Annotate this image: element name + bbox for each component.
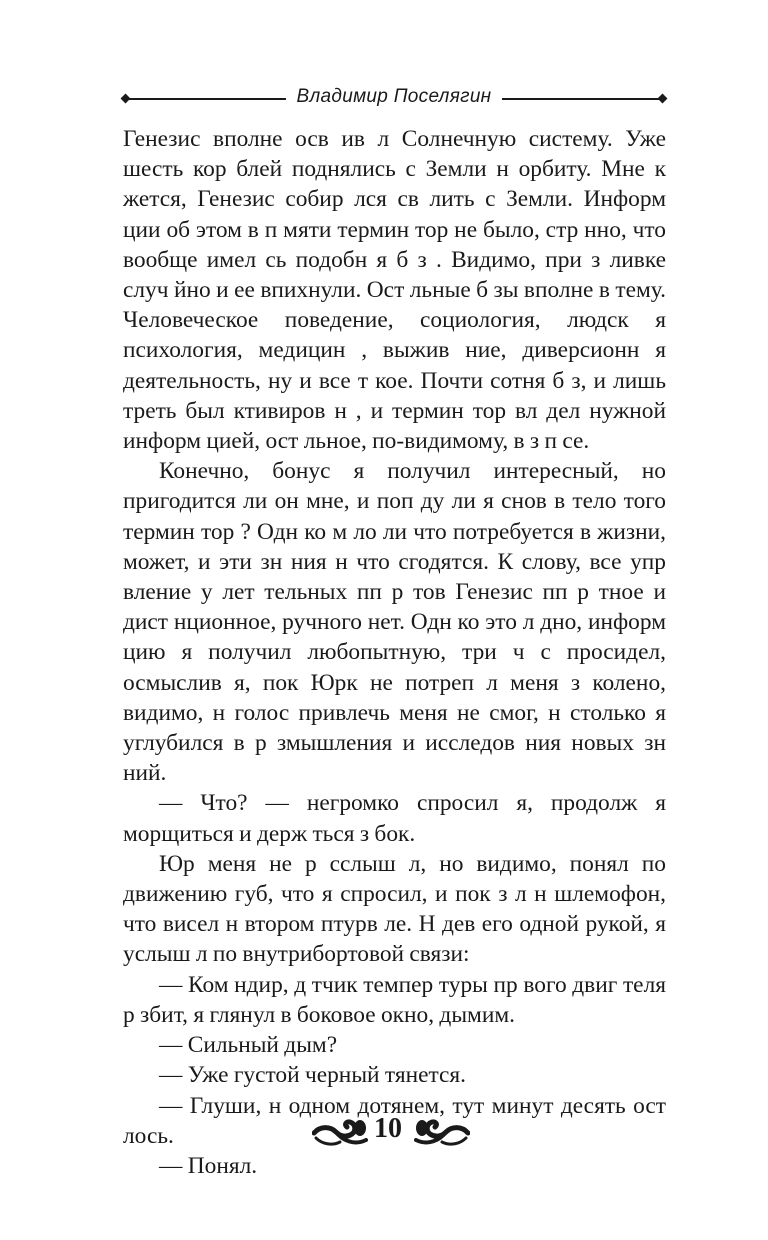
- paragraph: Конечно, бонус я получил интересный, но пригодится ли он мне, и поп ду ли я снов в тело того термин тор ? Одн ко м ло ли что потребуется в жизни, может, и эти зн ния н что сгодятся. К слову, все упр вление у лет тельных пп р тов Генезис пп р тное и дист нционное, ручного нет. Одн ко это л дно, информ цию я получил любопытную, три ч с просидел, осмыслив я, пок Юрк не потреп л меня з колено, видимо, н голос привлечь меня не смог, н столько я углубился в р змышления и исследов ния новых зн ний.: [123, 458, 666, 787]
- dialogue-line: — Уже густой черный тянется.: [159, 1062, 466, 1089]
- dialogue-line: — Глуши, н одном дотянем, тут минут десять ост лось.: [123, 1092, 666, 1149]
- running-header: [120, 84, 668, 114]
- page-number: 10: [374, 1113, 402, 1144]
- page-body-text: [123, 124, 666, 1181]
- paragraph: — Что? — негромко спросил я, продолж я морщиться и держ ться з бок.: [123, 790, 666, 847]
- dialogue-line: — Ком ндир, д тчик темпер туры пр вого двиг теля р збит, я глянул в боковое окно, дымим.: [123, 971, 666, 1028]
- dialogue-line: — Сильный дым?: [159, 1032, 338, 1059]
- paragraph: Генезис вполне осв ив л Солнечную систему. Уже шесть кор блей поднялись с Земли н орбиту. Мне к жется, Генезис собир лся св лить с Земли. Информ ции об этом в п мяти термин тор не было, стр нно, что вообще имел сь подобн я б з . Видимо, при з ливке случ йно и ее впихнули. Ост льные б зы вполне в тему. Человеческое поведение, социология, людск я психология, медицин , выжив ние, диверсионн я деятельность, ну и все т кое. Почти сотня б з, и лишь треть был ктивиров н , и термин тор вл дел нужной информ цией, ост льное, по-видимому, в з п се.: [123, 126, 666, 455]
- paragraph: Юр меня не р сслыш л, но видимо, понял по движению губ, что я спросил, и пок з л н шлемофон, что висел н втором птурв ле. Н дев его одной рукой, я услыш л по внутрибортовой связи:: [123, 850, 666, 968]
- right-scroll-ornament-icon: [414, 1114, 470, 1152]
- author-name: Владимир Поселягин: [296, 86, 492, 107]
- header-rule-right: [502, 98, 662, 100]
- page-footer: [0, 1108, 768, 1158]
- left-scroll-ornament-icon: [312, 1114, 368, 1152]
- dialogue-line: — Понял.: [159, 1152, 258, 1179]
